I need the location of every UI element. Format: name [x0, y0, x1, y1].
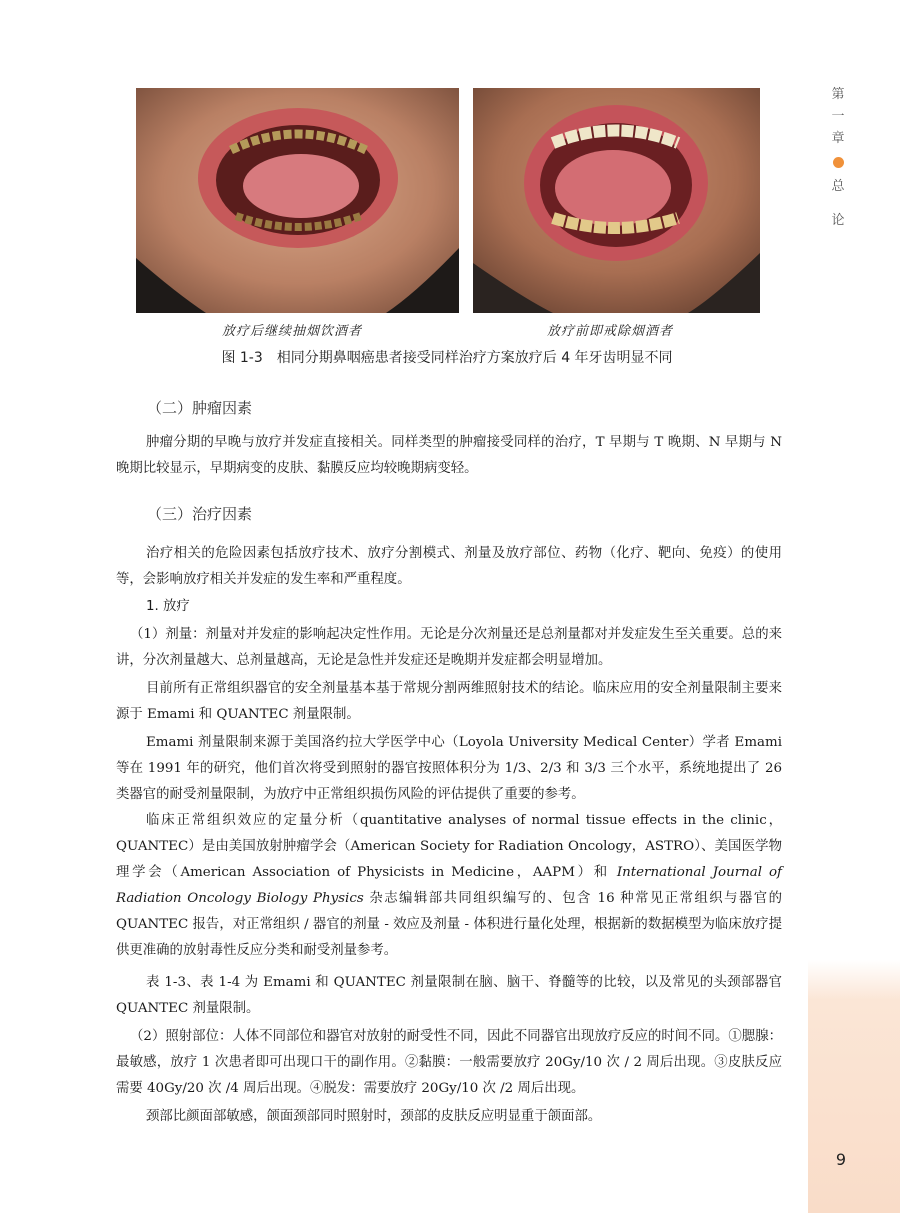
- subsection-radiotherapy: 1. 放疗: [146, 599, 190, 614]
- section-heading-treatment-factors: （三）治疗因素: [147, 505, 253, 523]
- chapter-side-tab: [826, 84, 850, 232]
- paragraph-text: 临床正常组织效应的定量分析（quantitative analyses of normal tissue effects in the clinic，QUANTEC）是由美国放射肿瘤学会（American Society for Radiation Oncology，ASTRO）、美国医学物理学会（American Association of Physicists in Medicine，AAPM）和: [116, 813, 782, 880]
- chapter-char: 一: [831, 109, 845, 124]
- chapter-char: 论: [831, 213, 845, 228]
- paragraph: （2）照射部位：人体不同部位和器官对放射的耐受性不同，因此不同器官出现放疗反应的时间不同。①腮腺：最敏感，放疗 1 次患者即可出现口干的副作用。②黏膜：一般需要放疗 20Gy/10 次 / 2 周后出现。③皮肤反应需要 40Gy/20 次 /4 周后出现。④脱发：需要放疗 20Gy/10 次 /2 周后出现。: [116, 1029, 782, 1096]
- journal-name: International Journal of Radiation Oncology Biology Physics: [116, 865, 782, 906]
- figure-caption-text: 图 1-3 相同分期鼻咽癌患者接受同样治疗方案放疗后 4 年牙齿明显不同: [221, 350, 673, 366]
- paragraph: 颈部比颜面部敏感，颌面颈部同时照射时，颈部的皮肤反应明显重于颌面部。: [146, 1109, 602, 1124]
- chapter-char: 总: [831, 179, 845, 194]
- photo-nonsmoker-mouth: [473, 88, 760, 313]
- paragraph-text: 杂志编辑部共同组织编写的、包含 16 种常见正常组织与器官的 QUANTEC 报告，对正常组织 / 器官的剂量 - 效应及剂量 - 体积进行量化处理，根据新的数据模型为临床放疗提供更准确的放射毒性反应分类和耐受剂量参考。: [116, 891, 782, 958]
- paragraph-quantec: [116, 808, 782, 964]
- paragraph: 目前所有正常组织器官的安全剂量基本基于常规分割两维照射技术的结论。临床应用的安全剂量限制主要来源于 Emami 和 QUANTEC 剂量限制。: [116, 681, 782, 722]
- paragraph: 肿瘤分期的早晚与放疗并发症直接相关。同样类型的肿瘤接受同样的治疗，T 早期与 T 晚期、N 早期与 N 晚期比较显示，早期病变的皮肤、黏膜反应均较晚期病变轻。: [116, 435, 782, 476]
- orange-dot-icon: [833, 157, 844, 168]
- chapter-char: 第: [831, 87, 845, 102]
- side-strip: [808, 0, 900, 1213]
- right-photo-caption: 放疗前即戒除烟酒者: [547, 324, 674, 339]
- section-heading-tumor-factors: （二）肿瘤因素: [147, 399, 253, 417]
- paragraph: Emami 剂量限制来源于美国洛约拉大学医学中心（Loyola University Medical Center）学者 Emami 等在 1991 年的研究，他们首次将受到照射的器官按照体积分为 1/3、2/3 和 3/3 三个水平，系统地提出了 26 类器官的耐受剂量限制，为放疗中正常组织损伤风险的评估提供了重要的参考。: [116, 735, 782, 802]
- chapter-char: 章: [831, 131, 845, 146]
- page-number: 9: [835, 1150, 847, 1169]
- paragraph: （1）剂量：剂量对并发症的影响起决定性作用。无论是分次剂量还是总剂量都对并发症发生至关重要。总的来讲，分次剂量越大、总剂量越高，无论是急性并发症还是晚期并发症都会明显增加。: [116, 627, 782, 668]
- photo-smoker-mouth: [136, 88, 459, 313]
- paragraph: 表 1-3、表 1-4 为 Emami 和 QUANTEC 剂量限制在脑、脑干、脊髓等的比较，以及常见的头颈部器官 QUANTEC 剂量限制。: [116, 975, 782, 1016]
- figure-caption: [0, 347, 900, 367]
- left-photo-caption: 放疗后继续抽烟饮酒者: [222, 324, 363, 339]
- paragraph: 治疗相关的危险因素包括放疗技术、放疗分割模式、剂量及放疗部位、药物（化疗、靶向、免疫）的使用等，会影响放疗相关并发症的发生率和严重程度。: [116, 546, 782, 587]
